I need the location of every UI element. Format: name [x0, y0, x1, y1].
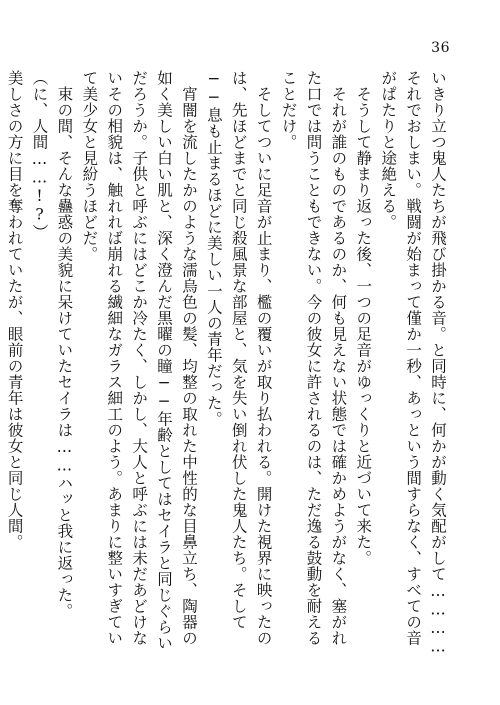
page-number: 36: [431, 40, 450, 56]
paragraph-3: それが誰のものであるのか、何も見えない状態では確かめようがなく、塞がれた口では問うこともできない。今の彼女に許されるのは、ただ逸る鼓動を耐えることだけ。: [279, 70, 348, 646]
paragraph-5: 宵闇を流したかのような濡烏色の髪、均整の取れた中性的な目鼻立ち、陶器の如く美しい白い肌と、深く澄んだ黒曜の瞳──年齢としてはセイラと同じぐらいだろうか。子供と呼ぶにはどこか冷たく、しかし、大人と呼ぶには未だあどけないその相貌は、触れれば崩れる繊細なガラス細工のよう。あまりに整いすぎていて美少女と見紛うほどだ。: [80, 70, 198, 651]
paragraph-6: 束の間、そんな蠱惑の美貌に呆けていたセイラは……ハッと我に返った。: [55, 85, 74, 619]
body-text: [5, 70, 450, 660]
paragraph-2: そうして静まり返った後、一つの足音がゆっくりと近づいて来た。: [354, 85, 373, 566]
paragraph-8: 美しさの方に目を奪われていたが、眼前の青年は彼女と同じ人間。: [5, 70, 24, 550]
paragraph-4: そしてついに足音が止まり、檻の覆いが取り払われる。開けた視界に映ったのは、先ほどまでと同じ殺風景な部屋と、気を失い倒れ伏した鬼人たち。そして──息も止まるほどに美しい一人の青年だった。: [204, 70, 273, 646]
paragraph-1: いきり立つ鬼人たちが飛び掛かる音。と同時に、何かが動く気配がして…………それでおしまい。戦闘が始まって僅か一秒、あっという間すらなく、すべての音がぱたりと途絶える。: [379, 70, 447, 656]
paragraph-7: （に、人間……!?）: [30, 70, 49, 240]
